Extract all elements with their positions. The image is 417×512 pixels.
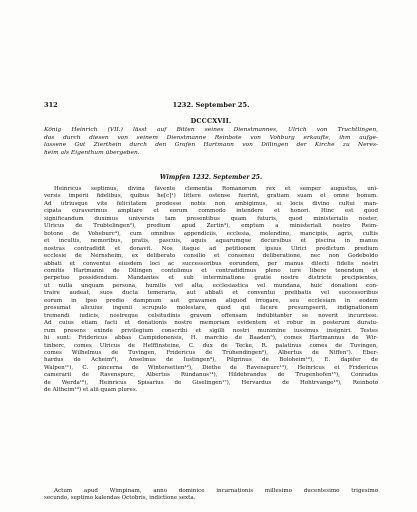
body-line: et incultis, nemoribus, pratis, pascuis, aquis aquarumque decursibus et piscina in manus (44, 238, 378, 245)
dateline: Wimpfen 1232. September 25. (159, 174, 263, 181)
body-line: botone de Voheburc⁴), cum omnibus appendiciis, ecclesia, molendino, mancipiis, agris, cultis (44, 230, 378, 237)
body-line: tinberc, comes Ulricus de Helffinsteine, C. dux de Tecke, R. palatinus comes de Tuvingen, (44, 342, 378, 349)
body-line: Heinricus septimus, divina favente clementia Romanorum rex et semper augustus, uni- (54, 186, 378, 192)
body-line: versis imperii fidelibus, quibus he[c]¹) littere ostense fuerint, gratiam suam et omne bonum. (44, 193, 378, 200)
body-line: traire audeat, suos ducta temeraria, aut abbati et conventui prelibatis vel successoribus (44, 290, 378, 297)
charter-closing (44, 488, 378, 503)
body-line: presumat alicuius ingenii scrupulo molestare, quod qui facere presumpserit, indignationem (44, 305, 378, 312)
body-line: hi sunt: Fridericus abbas Campidonensis, H. marchio de Baaden⁵), comes Hartmannus de Wir- (44, 335, 378, 342)
charter-body (44, 186, 378, 395)
body-line: nostras contradidit et donavit. Nos itaque ad petitionem ipsius Ulrici predictum predium (44, 245, 378, 252)
body-line: eorum in ipso predio dampnum aut gravamen aliquod irrogare, seu ecclesiam in eodem (44, 297, 378, 304)
regest-line: lassene Gut Zierthein durch den Grafen Hartmann von Dillingen der Kirche zu Neres- (44, 142, 378, 149)
body-line: cipata curaverimus ampliare et eorum commodo intendere et honori. Hinc est quod (44, 208, 378, 215)
body-line: camerarii de Ravenspurc, Albertus Rûndanus¹⁴), Hildebrandus de Trugenhofen¹⁵), Conradus (44, 372, 378, 379)
body-line: comitis Hartmanni de Dilingen contulimus et contradidimus pleno iure libere tenendum et (44, 267, 378, 274)
body-line: rum presens exinde privilegium conscribi et sigilli nostri munimine iussimus insigniri. Testes (44, 327, 378, 334)
body-line: Ulricus de Trubtelingen²), predium apud Zertin³), emptum a ministeriali nostro Reim- (44, 223, 378, 230)
page-header (44, 101, 378, 110)
body-line: hardus de Acheim⁸), Anselmus de Iustingen⁹), Pilgrinus de Boloheim¹⁰), E. dapifer de (44, 357, 378, 364)
body-line: ut nulla unquam persona, humilis vel alta, ecclesiastica vel mundana, huic donationi con- (44, 282, 378, 289)
body-line: tremendi iudicis, nostreque celsitudinis gravem offensam indubitanter se noverit incurrisse. (44, 312, 378, 319)
body-line: abbati et conventui eiusdem loci ac successoribus eorundem, per manus dilecti fidelis nostri (44, 260, 378, 267)
regest-line: König Heinrich (VII.) lässt auf Bitten seines Dienstmannes, Ulrich von Truchtlingen, (44, 127, 378, 133)
body-line: de Altheim¹⁹) et alii quam plures. (44, 387, 138, 394)
body-line: perpetuo possidendum. Mandantes et sub interminatione gratie nostre districte precipientes, (44, 275, 378, 282)
page-number: 312 (44, 101, 58, 109)
regest-summary (44, 127, 378, 157)
body-line: comes Wilhelmus de Tuvingen, Fridericus de Truhendingen⁶), Albertus de Niffen⁷). Eber- (44, 349, 378, 356)
running-head: 1232. September 25. (172, 101, 250, 109)
closing-line: secundo, septimo kalendas Octobris, indictione sexta. (44, 495, 196, 502)
document-number: DCCCXVII. (190, 117, 232, 125)
body-line: Ad utriusque vite felicitatem prodesse nobis non ambigimus, si locis divino cultui man- (44, 200, 378, 207)
body-line: significandum duximus universis tam presentibus quam futuris, quod ministerialis noster, (44, 215, 378, 222)
body-line: de Werda¹⁶), Heinricus Spisarius de Giselingen¹⁷), Hervardus de Hohtrvange¹⁸), Reinboto (44, 379, 378, 386)
closing-line: Actum apud Wimpinam, anno dominice incarnationis millesimo ducentesimo trigesimo (54, 488, 378, 494)
body-line: Walpen¹¹), C. pincerna de Wintersetten¹²), Diethe de Ravenspurc¹³), Heinricus et Fridericus (44, 364, 378, 371)
regest-line: das durch diesen von seinem Dienstmanne Reinbote von Vohburg erkaufte, ihm aufge- (44, 134, 378, 141)
body-line: Ad cuius etiam facti et donationis nostre memoriam evidentem et robur in posterum duratu- (44, 320, 378, 327)
regest-line: heim als Eigenthum übergeben. (44, 149, 140, 156)
body-line: ecclesie de Nernsheim, ex deliberato consilio et consensu deliberatione, nec non Godeboldo (44, 253, 378, 260)
